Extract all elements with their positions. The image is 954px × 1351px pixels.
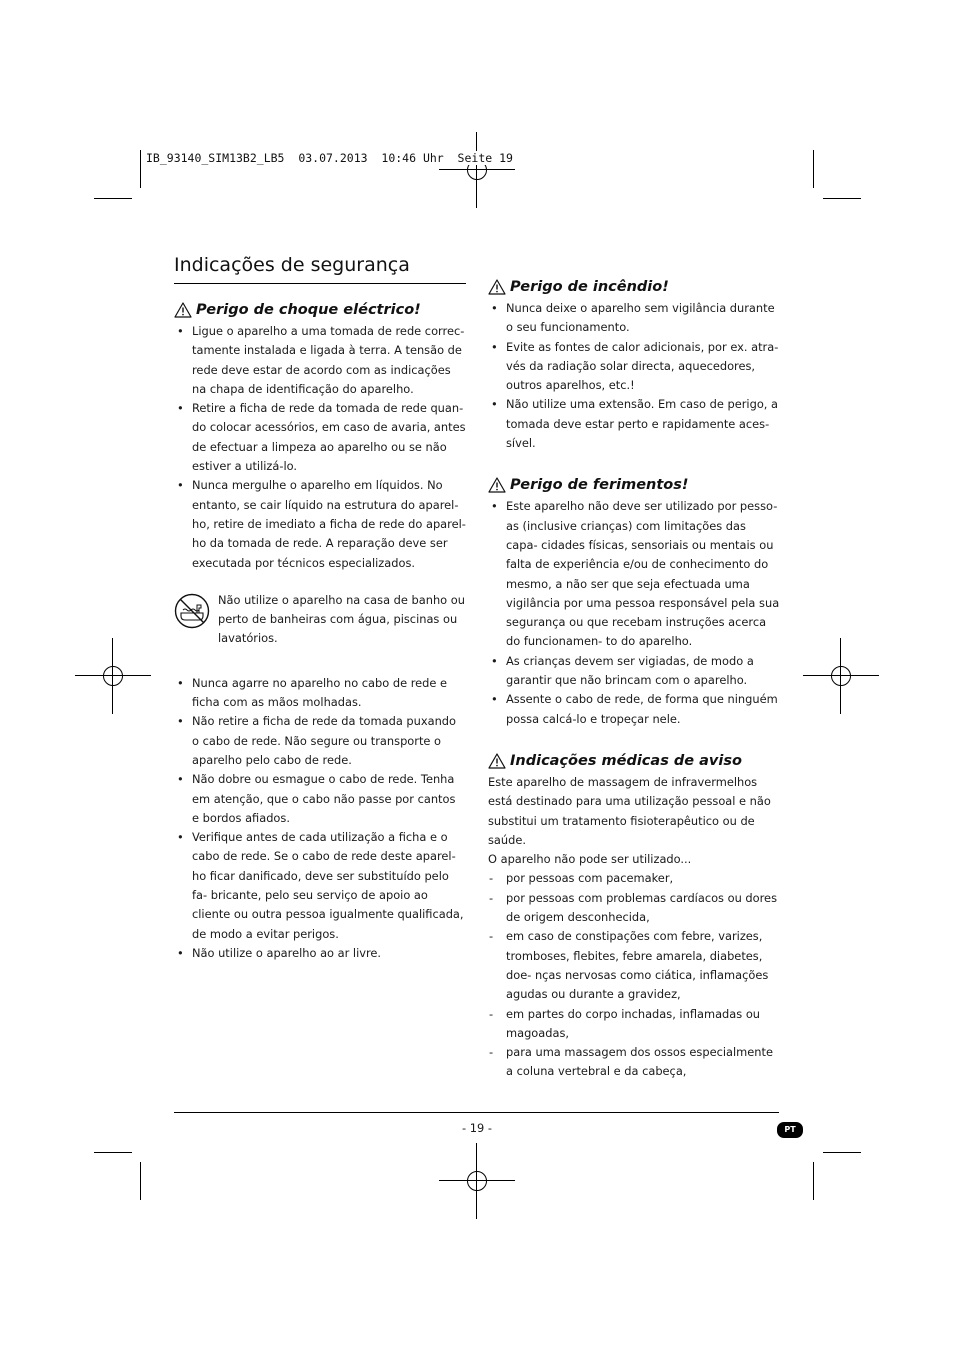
fire-list	[488, 299, 780, 453]
list-item: • Ligue o aparelho a uma tomada de rede correc- tamente instalada e ligada à terra. A tensão de rede deve estar de acordo com as indicações na chapa de identificação do aparelho.	[174, 322, 466, 399]
language-badge: PT	[777, 1122, 803, 1138]
list-item: • As crianças devem ser vigiadas, de modo a garantir que não brincam com o aparelho.	[488, 652, 780, 691]
registration-mark	[439, 132, 515, 208]
section-heading-text: Perigo de choque eléctrico!	[196, 302, 421, 318]
warning-icon	[174, 302, 192, 318]
section-heading-text: Indicações médicas de aviso	[510, 752, 742, 769]
crop-mark	[813, 150, 814, 188]
list-item: • Evite as fontes de calor adicionais, por ex. atra- vés da radiação solar directa, aquecedores, outros aparelhos, etc.!	[488, 338, 780, 396]
list-item: - por pessoas com problemas cardíacos ou dores de origem desconhecida,	[488, 889, 780, 928]
page-title: Indicações de segurança	[174, 254, 410, 276]
registration-mark	[75, 638, 151, 714]
list-item: • Nunca deixe o aparelho sem vigilância durante o seu funcionamento.	[488, 299, 780, 338]
list-item: • Este aparelho não deve ser utilizado por pesso- as (inclusive crianças) com limitações das capa- cidades físicas, sensoriais ou mentais ou falta de experiência e/ou de conhecimento do mesmo, a não ser que seja efectuada uma vigilância por uma pessoa responsável pela sua segurança ou que recebam instruções acerca do funcionamen- to do aparelho.	[488, 497, 780, 651]
hazard-text: Não utilize o aparelho na casa de banho ou perto de banheiras com água, piscinas ou lavatórios.	[218, 592, 465, 646]
crop-mark	[140, 1162, 141, 1200]
list-item: • Assente o cabo de rede, de forma que ninguém possa calcá-lo e tropeçar nele.	[488, 690, 780, 729]
medical-list	[488, 869, 780, 1081]
list-item: • Não dobre ou esmague o cabo de rede. Tenha em atenção, que o cabo não passe por cantos e bordos afiados.	[174, 770, 466, 828]
warning-icon	[488, 477, 506, 493]
section-heading-injury	[488, 473, 780, 497]
list-item: - em partes do corpo inchadas, inflamadas ou magoadas,	[488, 1005, 780, 1044]
section-heading-electric-shock	[174, 298, 466, 322]
title-rule	[174, 283, 466, 284]
crop-mark	[94, 198, 132, 199]
crop-mark	[140, 150, 141, 188]
right-column	[488, 275, 780, 1082]
crop-mark	[823, 198, 861, 199]
list-item: • Verifique antes de cada utilização a ficha e o cabo de rede. Se o cabo de rede deste aparel- ho ficar danificado, deve ser substituído pelo fa- bricante, pelo seu serviço de apoio ao cliente ou outra pessoa igualmente qualificada, de modo a evitar perigos.	[174, 828, 466, 944]
list-item: • Não utilize uma extensão. Em caso de perigo, a tomada deve estar perto e rapidamente aces- sível.	[488, 395, 780, 453]
list-item: • Nunca agarre no aparelho no cabo de rede e ficha com as mãos molhadas.	[174, 674, 466, 713]
section-heading-medical	[488, 749, 780, 773]
list-item: • Não utilize o aparelho ao ar livre.	[174, 944, 466, 963]
electric-shock-list-b	[174, 674, 466, 963]
section-heading-text: Perigo de ferimentos!	[510, 477, 689, 494]
list-item: - para uma massagem dos ossos especialmente a coluna vertebral e da cabeça,	[488, 1043, 780, 1082]
medical-intro: Este aparelho de massagem de infravermelhos está destinado para uma utilização pessoal e não substitui um tratamento fisioterapêutico ou de saúde.	[488, 774, 771, 847]
warning-icon	[488, 279, 506, 295]
section-heading-fire	[488, 275, 780, 299]
crop-mark	[823, 1152, 861, 1153]
crop-mark	[813, 1162, 814, 1200]
section-heading-text: Perigo de incêndio!	[510, 279, 669, 295]
list-item: - em caso de constipações com febre, varizes, tromboses, flebites, febre amarela, diabetes, doe- nças nervosas como ciática, inflamações agudas ou durante a gravidez,	[488, 927, 780, 1004]
warning-icon	[488, 753, 506, 769]
list-item: - por pessoas com pacemaker,	[488, 869, 780, 888]
no-bath-icon	[174, 593, 210, 629]
left-column	[174, 298, 466, 963]
electric-shock-list-a	[174, 322, 466, 573]
medical-lead: O aparelho não pode ser utilizado...	[488, 852, 692, 867]
print-slug: IB_93140_SIM13B2_LB5 03.07.2013 10:46 Uhr Seite 19	[146, 151, 513, 165]
list-item: • Nunca mergulhe o aparelho em líquidos. No entanto, se cair líquido na estrutura do aparel- ho, retire de imediato a ficha de rede do aparel- ho da tomada de rede. A reparação deve ser executada por técnicos especializados.	[174, 476, 466, 572]
list-item: • Não retire a ficha de rede da tomada puxando o cabo de rede. Não segure ou transporte o aparelho pelo cabo de rede.	[174, 712, 466, 770]
footer-rule	[174, 1112, 779, 1113]
injury-list	[488, 497, 780, 729]
list-item: • Retire a ficha de rede da tomada de rede quan- do colocar acessórios, em caso de avaria, antes de efectuar a limpeza ao aparelho ou se não estiver a utilizá-lo.	[174, 399, 466, 476]
bathroom-hazard-note	[174, 591, 466, 649]
page-number: - 19 -	[462, 1121, 492, 1135]
crop-mark	[94, 1152, 132, 1153]
registration-mark	[439, 1143, 515, 1219]
registration-mark	[803, 638, 879, 714]
